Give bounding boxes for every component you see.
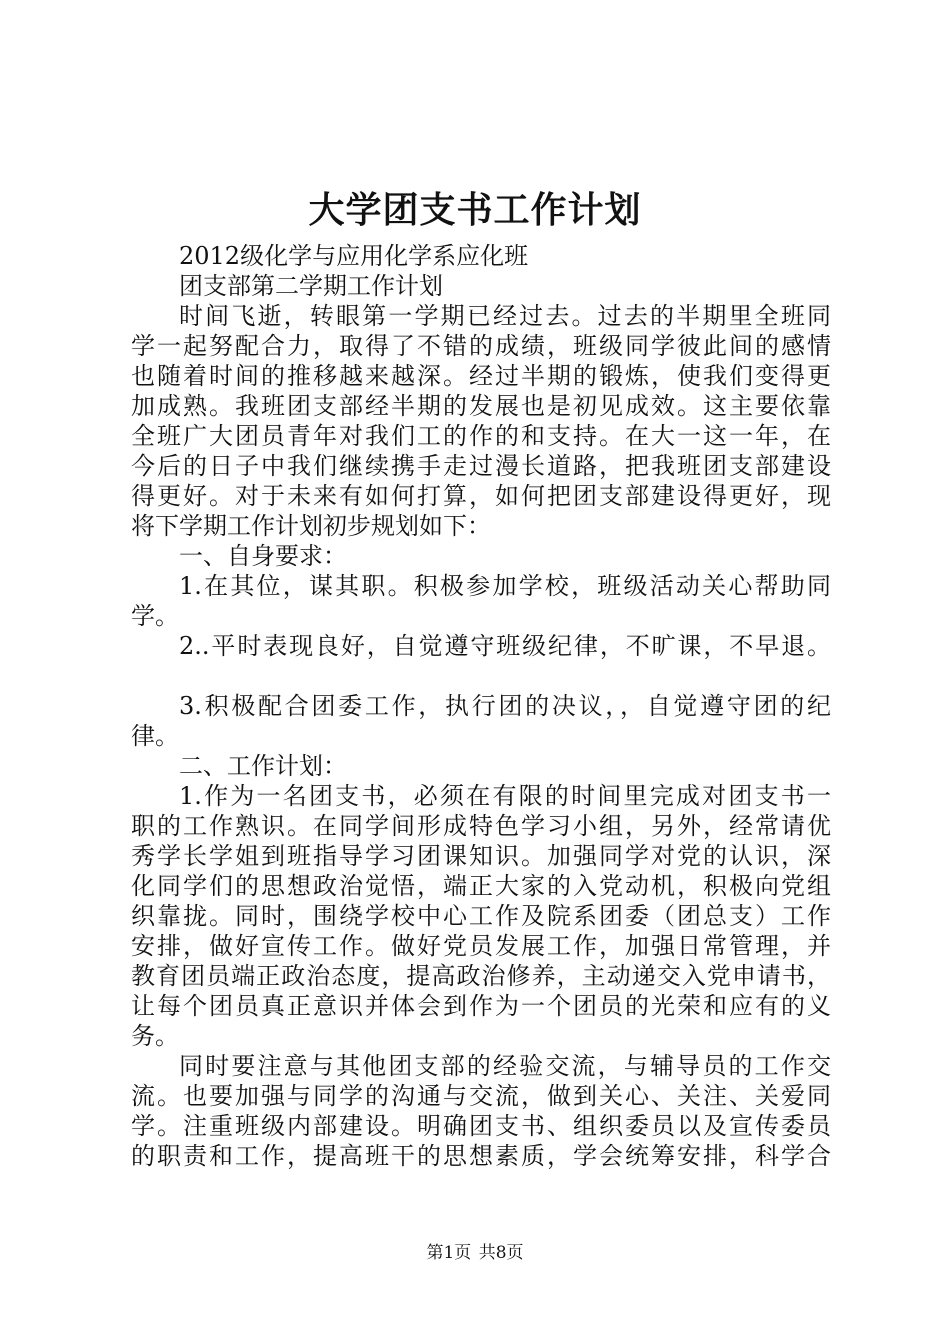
text-line: 秀学长学姐到班指导学习团课知识。加强同学对党的认识，深 (131, 842, 831, 870)
text-line: 全班广大团员青年对我们工的作的和支持。在大一这一年，在 (131, 422, 831, 450)
text-line: 也随着时间的推移越来越深。经过半期的锻炼，使我们变得更 (131, 362, 831, 390)
text-line: 2012级化学与应用化学系应化班 (179, 242, 529, 270)
text-line: 加成熟。我班团支部经半期的发展也是初见成效。这主要依靠 (131, 392, 831, 420)
text-line: 学一起努配合力，取得了不错的成绩，班级同学彼此间的感情 (131, 332, 831, 360)
text-line: 安排，做好宣传工作。做好党员发展工作，加强日常管理，并 (131, 932, 831, 960)
text-line: 今后的日子中我们继续携手走过漫长道路，把我班团支部建设 (131, 452, 831, 480)
text-line: 得更好。对于未来有如何打算，如何把团支部建设得更好，现 (131, 482, 831, 510)
text-line: 律。 (131, 722, 179, 750)
text-line: 教育团员端正政治态度，提高政治修养，主动递交入党申请书， (131, 962, 831, 990)
text-line: 1.作为一名团支书，必须在有限的时间里完成对团支书一 (179, 782, 831, 810)
blank-line (131, 661, 831, 691)
document-title: 大学团支书工作计划 (308, 189, 642, 231)
text-line: 学。 (131, 602, 179, 630)
text-line: 的职责和工作，提高班干的思想素质，学会统筹安排，科学合 (131, 1142, 831, 1170)
text-line: 同时要注意与其他团支部的经验交流，与辅导员的工作交 (179, 1052, 831, 1080)
page-total: 共8页 (478, 1243, 524, 1263)
document-body (131, 241, 831, 1171)
text-line: 一、自身要求： (179, 542, 347, 570)
text-line: 3.积极配合团委工作，执行团的决议，，自觉遵守团的纪 (179, 692, 831, 720)
page-number: 第1页 (426, 1243, 472, 1263)
text-line: 务。 (131, 1022, 179, 1050)
text-line: 1.在其位，谋其职。积极参加学校，班级活动关心帮助同 (179, 572, 831, 600)
text-line: 织靠拢。同时，围绕学校中心工作及院系团委（团总支）工作 (131, 902, 831, 930)
text-line: 将下学期工作计划初步规划如下： (131, 512, 491, 540)
text-line: 让每个团员真正意识并体会到作为一个团员的光荣和应有的义 (131, 992, 831, 1020)
text-line: 学。注重班级内部建设。明确团支书、组织委员以及宣传委员 (131, 1112, 831, 1140)
text-line: 职的工作熟识。在同学间形成特色学习小组，另外，经常请优 (131, 812, 831, 840)
page-footer (0, 1241, 950, 1265)
text-line: 团支部第二学期工作计划 (179, 272, 443, 300)
text-line: 2..平时表现良好，自觉遵守班级纪律，不旷课，不早退。 (179, 632, 831, 660)
text-line: 流。也要加强与同学的沟通与交流，做到关心、关注、关爱同 (131, 1082, 831, 1110)
text-line: 二、工作计划： (179, 752, 347, 780)
text-line: 化同学们的思想政治觉悟，端正大家的入党动机，积极向党组 (131, 872, 831, 900)
text-line: 时间飞逝，转眼第一学期已经过去。过去的半期里全班同 (179, 302, 831, 330)
